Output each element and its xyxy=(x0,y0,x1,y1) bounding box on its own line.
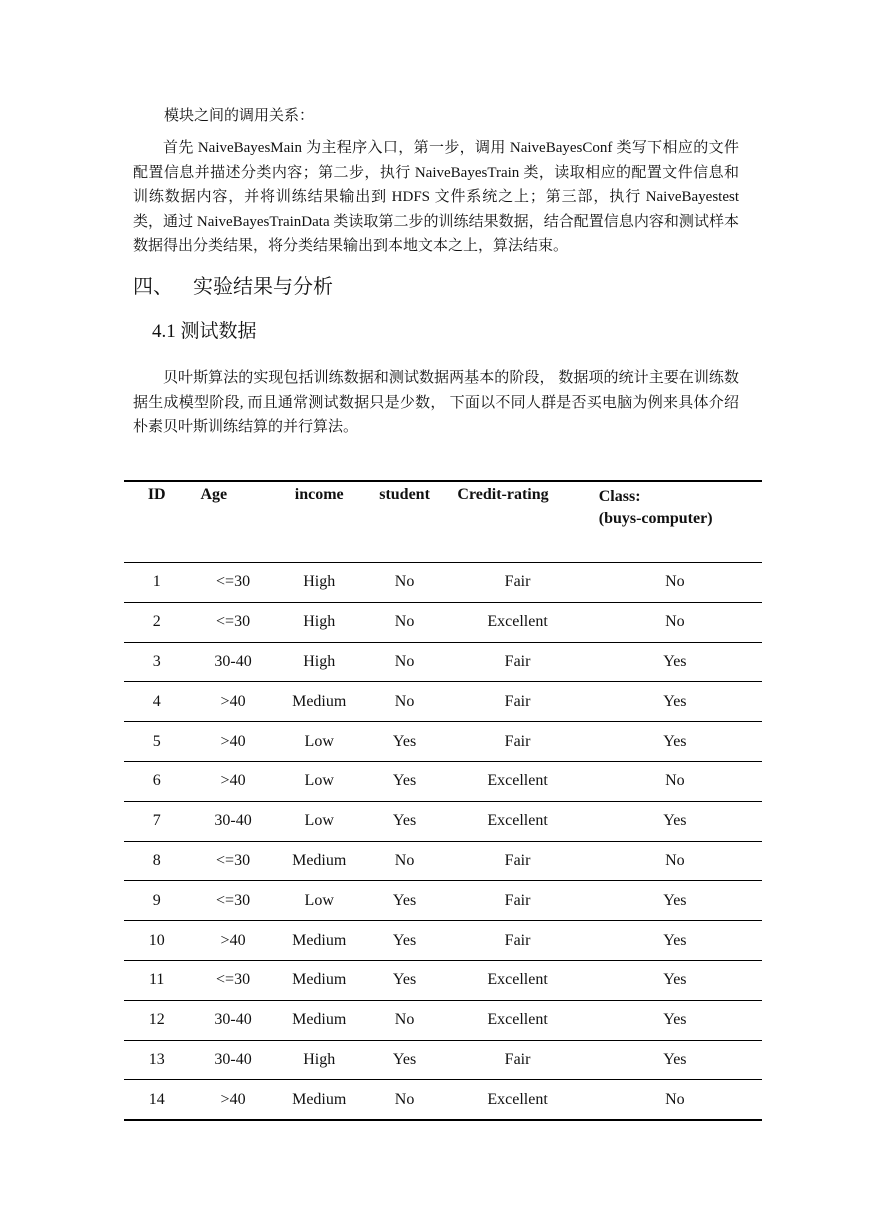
cell-income: High xyxy=(277,602,362,642)
cell-income: Medium xyxy=(277,921,362,961)
cell-student: No xyxy=(362,1080,448,1120)
table-row xyxy=(124,722,762,762)
module-relation-label: 模块之间的调用关系： xyxy=(164,108,315,124)
cell-age: <=30 xyxy=(189,881,276,921)
table-row xyxy=(124,642,762,682)
cell-income: High xyxy=(277,563,362,603)
cell-id: 4 xyxy=(124,682,189,722)
cell-student: Yes xyxy=(362,722,448,762)
cell-student: Yes xyxy=(362,960,448,1000)
cell-student: No xyxy=(362,563,448,603)
cell-income: Low xyxy=(277,881,362,921)
cell-credit-rating: Fair xyxy=(447,921,587,961)
header-class xyxy=(588,481,762,563)
table-row xyxy=(124,602,762,642)
cell-age: <=30 xyxy=(189,602,276,642)
cell-class: No xyxy=(588,841,762,881)
cell-age: 30-40 xyxy=(189,801,276,841)
cell-credit-rating: Excellent xyxy=(447,1000,587,1040)
cell-age: >40 xyxy=(189,761,276,801)
cell-age: 30-40 xyxy=(189,642,276,682)
cell-id: 8 xyxy=(124,841,189,881)
cell-id: 7 xyxy=(124,801,189,841)
cell-class: No xyxy=(588,563,762,603)
cell-id: 3 xyxy=(124,642,189,682)
header-credit-rating: Credit-rating xyxy=(447,481,587,563)
cell-age: 30-40 xyxy=(189,1000,276,1040)
cell-credit-rating: Excellent xyxy=(447,602,587,642)
table-row xyxy=(124,921,762,961)
cell-class: Yes xyxy=(588,1000,762,1040)
cell-class: Yes xyxy=(588,801,762,841)
cell-class: Yes xyxy=(588,921,762,961)
cell-class: Yes xyxy=(588,960,762,1000)
cell-student: Yes xyxy=(362,1040,448,1080)
table-row xyxy=(124,1000,762,1040)
header-class-label: Class: xyxy=(598,488,641,505)
cell-credit-rating: Fair xyxy=(447,642,587,682)
cell-id: 9 xyxy=(124,881,189,921)
cell-age: >40 xyxy=(189,682,276,722)
cell-id: 10 xyxy=(124,921,189,961)
cell-income: High xyxy=(277,642,362,682)
cell-credit-rating: Excellent xyxy=(447,801,587,841)
cell-age: 30-40 xyxy=(189,1040,276,1080)
cell-id: 6 xyxy=(124,761,189,801)
header-income: income xyxy=(277,481,362,563)
cell-income: Medium xyxy=(277,841,362,881)
cell-income: Medium xyxy=(277,1000,362,1040)
section-heading xyxy=(133,273,333,301)
table-row xyxy=(124,1040,762,1080)
cell-age: <=30 xyxy=(189,960,276,1000)
cell-student: Yes xyxy=(362,881,448,921)
table-row xyxy=(124,801,762,841)
section-title: 实验结果与分析 xyxy=(193,276,333,298)
cell-id: 2 xyxy=(124,602,189,642)
cell-class: Yes xyxy=(588,722,762,762)
cell-age: <=30 xyxy=(189,563,276,603)
cell-age: <=30 xyxy=(189,841,276,881)
cell-id: 14 xyxy=(124,1080,189,1120)
cell-student: No xyxy=(362,682,448,722)
cell-income: Medium xyxy=(277,1080,362,1120)
cell-credit-rating: Fair xyxy=(447,881,587,921)
table-row xyxy=(124,1080,762,1120)
cell-credit-rating: Fair xyxy=(447,841,587,881)
cell-student: No xyxy=(362,602,448,642)
cell-credit-rating: Fair xyxy=(447,682,587,722)
cell-student: No xyxy=(362,1000,448,1040)
cell-credit-rating: Excellent xyxy=(447,1080,587,1120)
cell-class: Yes xyxy=(588,1040,762,1080)
table-row xyxy=(124,563,762,603)
header-student: student xyxy=(362,481,448,563)
cell-id: 5 xyxy=(124,722,189,762)
cell-credit-rating: Excellent xyxy=(447,761,587,801)
cell-income: Medium xyxy=(277,682,362,722)
cell-id: 11 xyxy=(124,960,189,1000)
table-row xyxy=(124,841,762,881)
training-data-table xyxy=(124,480,762,1121)
table-row xyxy=(124,960,762,1000)
module-relation-paragraph: 首先 NaiveBayesMain 为主程序入口，第一步，调用 NaiveBayesConf 类写下相应的文件配置信息并描述分类内容；第二步，执行 NaiveBayesTrain 类，读取相应的配置文件信息和训练数据内容，并将训练结果输出到 HDFS 文件系统之上；第三部，执行 NaiveBayestest 类，通过 NaiveBayesTrainData 类读取第二步的训练结果数据，结合配置信息内容和测试样本数据得出分类结果，将分类结果输出到本地文本之上，算法结束。 xyxy=(133,140,739,254)
cell-student: Yes xyxy=(362,921,448,961)
cell-id: 13 xyxy=(124,1040,189,1080)
table-header-row xyxy=(124,481,762,563)
cell-student: Yes xyxy=(362,761,448,801)
cell-class: No xyxy=(588,602,762,642)
cell-class: Yes xyxy=(588,642,762,682)
cell-class: No xyxy=(588,761,762,801)
cell-student: No xyxy=(362,642,448,682)
cell-class: Yes xyxy=(588,682,762,722)
cell-age: >40 xyxy=(189,722,276,762)
cell-income: Low xyxy=(277,761,362,801)
cell-income: High xyxy=(277,1040,362,1080)
cell-credit-rating: Fair xyxy=(447,1040,587,1080)
cell-income: Medium xyxy=(277,960,362,1000)
cell-class: No xyxy=(588,1080,762,1120)
cell-class: Yes xyxy=(588,881,762,921)
cell-credit-rating: Excellent xyxy=(447,960,587,1000)
test-data-paragraph: 贝叶斯算法的实现包括训练数据和测试数据两基本的阶段， 数据项的统计主要在训练数据生成模型阶段, 而且通常测试数据只是少数， 下面以不同人群是否买电脑为例来具体介绍朴素贝叶斯训练结算的并行算法。 xyxy=(133,370,739,435)
header-class-sublabel: (buys-computer) xyxy=(598,510,713,527)
cell-credit-rating: Fair xyxy=(447,722,587,762)
table-row xyxy=(124,682,762,722)
table-row xyxy=(124,761,762,801)
section-number: 四、 xyxy=(133,276,173,298)
header-age: Age xyxy=(189,481,276,563)
table-row xyxy=(124,881,762,921)
cell-income: Low xyxy=(277,801,362,841)
cell-student: No xyxy=(362,841,448,881)
cell-age: >40 xyxy=(189,921,276,961)
subsection-heading: 4.1 测试数据 xyxy=(152,321,257,342)
cell-id: 12 xyxy=(124,1000,189,1040)
table-body xyxy=(124,563,762,1121)
header-id: ID xyxy=(124,481,189,563)
cell-credit-rating: Fair xyxy=(447,563,587,603)
cell-id: 1 xyxy=(124,563,189,603)
cell-age: >40 xyxy=(189,1080,276,1120)
cell-student: Yes xyxy=(362,801,448,841)
cell-income: Low xyxy=(277,722,362,762)
